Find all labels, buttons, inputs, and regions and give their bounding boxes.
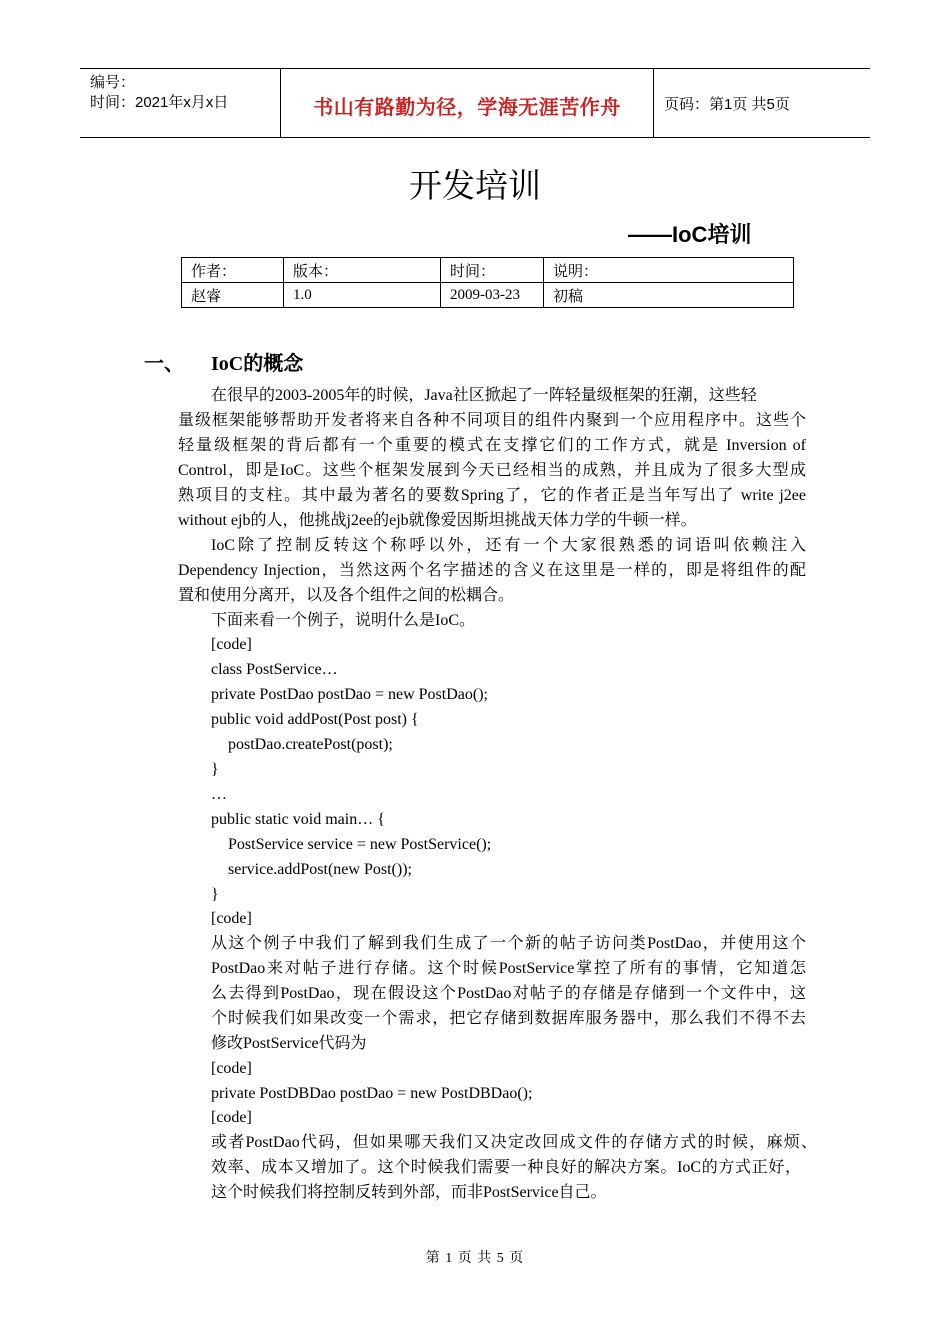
header-date-label: 时间：2021年x月x日 — [90, 94, 229, 111]
body-line: IoC除了控制反转这个称呼以外，还有一个大家很熟悉的词语叫依赖注入 — [211, 537, 806, 554]
header-motto: 书山有路勤为径，学海无涯苦作舟 — [313, 97, 621, 119]
info-table-header-row — [182, 258, 794, 283]
code-line: } — [211, 886, 219, 903]
code-marker: [code] — [211, 1060, 252, 1077]
body-line: 下面来看一个例子，说明什么是IoC。 — [211, 612, 476, 629]
code-line: } — [211, 761, 219, 778]
header-page-info: 页码：第1页 共5页 — [664, 96, 790, 113]
body-line: PostDao来对帖子进行存储。这个时候PostService掌控了所有的事情，它知道怎 — [211, 960, 806, 977]
info-table-row — [182, 283, 794, 308]
body-line: 轻量级框架的背后都有一个重要的模式在支撑它们的工作方式，就是 Inversion of — [178, 437, 806, 454]
info-header-date: 时间： — [441, 258, 544, 283]
body-line: 量级框架能够帮助开发者将来自各种不同项目的组件内聚到一个应用程序中。这些个 — [178, 412, 806, 429]
info-header-note: 说明： — [544, 258, 794, 283]
code-line: private PostDBDao postDao = new PostDBDao(); — [211, 1085, 533, 1102]
info-note: 初稿 — [544, 283, 794, 308]
document-subtitle: ——IoC培训 — [628, 222, 752, 247]
body-line: Control，即是IoC。这些个框架发展到今天已经相当的成熟，并且成为了很多大型成 — [178, 462, 806, 479]
code-line: PostService service = new PostService(); — [228, 836, 492, 853]
code-line: … — [211, 786, 227, 803]
info-version: 1.0 — [284, 283, 441, 308]
info-header-author: 作者： — [182, 258, 284, 283]
body-line: 置和使用分离开，以及各个组件之间的松耦合。 — [178, 587, 515, 604]
section-number: 一、 — [144, 353, 184, 375]
header-motto-cell — [281, 69, 654, 137]
code-line: private PostDao postDao = new PostDao(); — [211, 686, 488, 703]
code-line: class PostService… — [211, 661, 338, 678]
body-line: 这个时候我们将控制反转到外部，而非PostService自己。 — [211, 1184, 607, 1201]
code-marker: [code] — [211, 636, 252, 653]
body-line: 熟项目的支柱。其中最为著名的要数Spring了，它的作者正是当年写出了 write j2ee — [178, 487, 806, 504]
body-line: 个时候我们如果改变一个需求，把它存储到数据库服务器中，那么我们不得不去 — [211, 1010, 806, 1027]
info-author: 赵睿 — [182, 283, 284, 308]
info-header-version: 版本： — [284, 258, 441, 283]
code-line: postDao.createPost(post); — [228, 736, 393, 753]
code-line: public void addPost(Post post) { — [211, 711, 419, 728]
body-line: 修改PostService代码为 — [211, 1035, 367, 1052]
code-marker: [code] — [211, 910, 252, 927]
body-line: 从这个例子中我们了解到我们生成了一个新的帖子访问类PostDao，并使用这个 — [211, 935, 806, 952]
section-title: IoC的概念 — [211, 353, 304, 375]
header-meta-cell — [80, 69, 281, 137]
code-marker: [code] — [211, 1109, 252, 1126]
info-table — [181, 257, 794, 308]
page-header — [80, 68, 870, 138]
body-line: 效率、成本又增加了。这个时候我们需要一种良好的解决方案。IoC的方式正好， — [211, 1159, 801, 1176]
body-line: without ejb的人，他挑战j2ee的ejb就像爱因斯坦挑战天体力学的牛顿一样。 — [178, 512, 697, 529]
info-date: 2009-03-23 — [441, 283, 544, 308]
page-footer: 第 1 页 共 5 页 — [425, 1251, 525, 1266]
body-line: 在很早的2003-2005年的时候，Java社区掀起了一阵轻量级框架的狂潮，这些轻 — [211, 387, 757, 404]
header-number-label: 编号： — [90, 74, 136, 91]
body-line: 么去得到PostDao，现在假设这个PostDao对帖子的存储是存储到一个文件中，这 — [211, 985, 806, 1002]
code-line: public static void main… { — [211, 811, 385, 828]
code-line: service.addPost(new Post()); — [228, 861, 412, 878]
body-line: 或者PostDao代码，但如果哪天我们又决定改回成文件的存储方式的时候，麻烦、 — [211, 1134, 817, 1151]
document-title: 开发培训 — [409, 167, 541, 204]
body-line: Dependency Injection，当然这两个名字描述的含义在这里是一样的，即是将组件的配 — [178, 562, 806, 579]
header-page-cell — [654, 69, 870, 137]
